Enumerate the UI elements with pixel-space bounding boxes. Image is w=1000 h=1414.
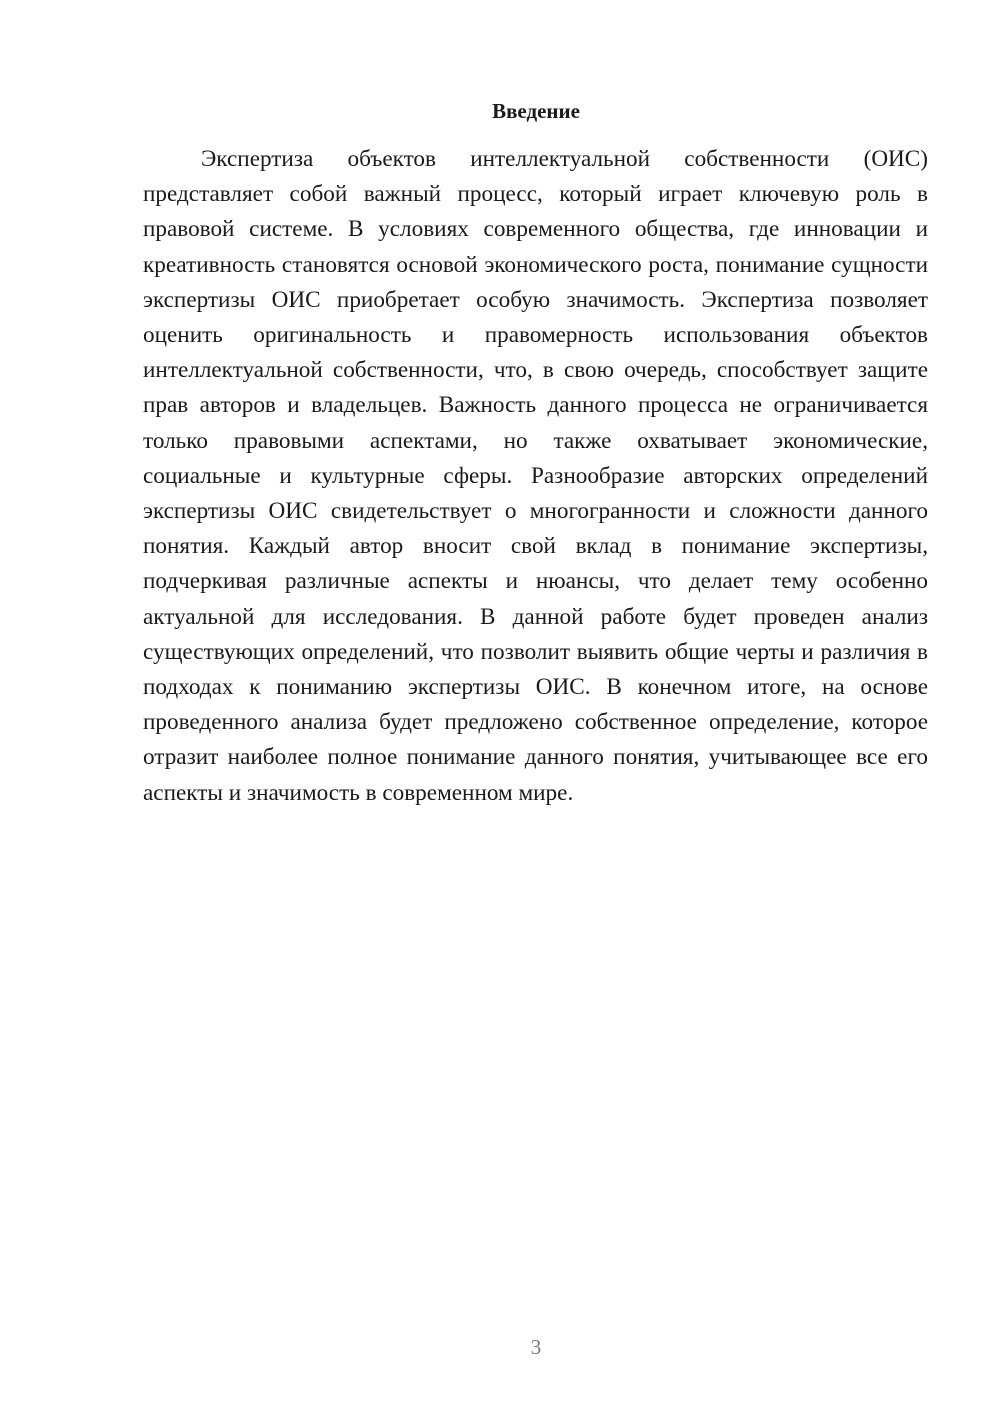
page-number: 3 <box>530 1335 542 1359</box>
section-heading: Введение <box>492 99 580 123</box>
body-paragraph: Экспертиза объектов интеллектуальной собственности (ОИС) представляет собой важный процесс, который играет ключевую роль в правовой системе. В условиях современного общества, где инновации и креативность становятся основой экономического роста, понимание сущности экспертизы ОИС приобретает особую значимость. Экспертиза позволяет оценить оригинальность и правомерность использования объектов интеллектуальной собственности, что, в свою очередь, способствует защите прав авторов и владельцев. Важность данного процесса не ограничивается только правовыми аспектами, но также охватывает экономические, социальные и культурные сферы. Разнообразие авторских определений экспертизы ОИС свидетельствует о многогранности и сложности данного понятия. Каждый автор вносит свой вклад в понимание экспертизы, подчеркивая различные аспекты и нюансы, что делает тему особенно актуальной для исследования. В данной работе будет проведен анализ существующих определений, что позволит выявить общие черты и различия в подходах к пониманию экспертизы ОИС. В конечном итоге, на основе проведенного анализа будет предложено собственное определение, которое отразит наиболее полное понимание данного понятия, учитывающее все его аспекты и значимость в современном мире. <box>143 146 928 806</box>
